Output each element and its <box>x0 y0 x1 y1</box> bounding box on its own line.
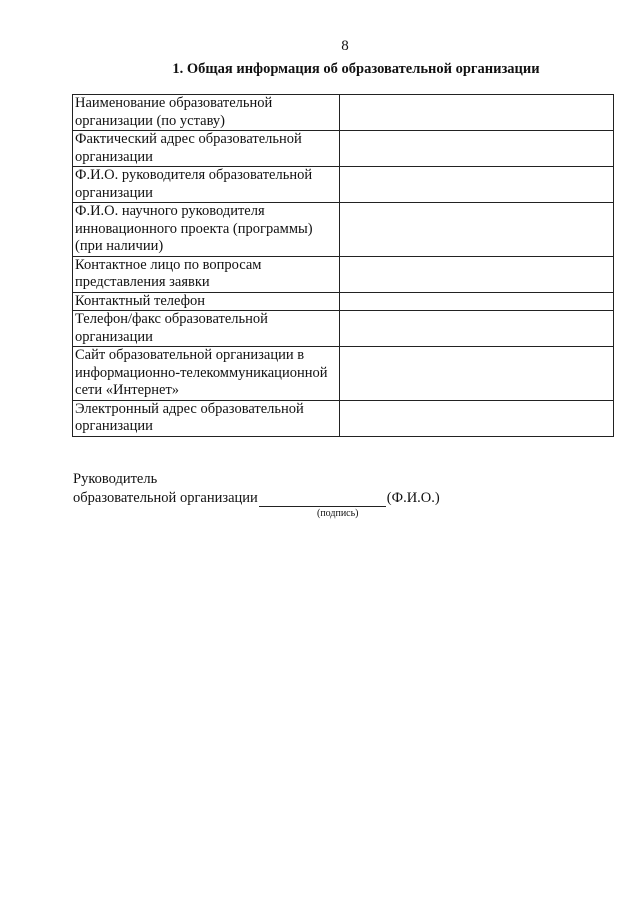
row-label-email: Электронный адрес образовательной организации <box>73 400 340 436</box>
row-value-phone[interactable] <box>340 292 614 311</box>
row-value-website[interactable] <box>340 347 614 401</box>
row-label-director: Ф.И.О. руководителя образовательной организации <box>73 167 340 203</box>
table-row <box>73 292 614 311</box>
row-value-name[interactable] <box>340 95 614 131</box>
row-label-scientific-lead: Ф.И.О. научного руководителя инновационного проекта (программы) (при наличии) <box>73 203 340 257</box>
section-title: 1. Общая информация об образовательной организации <box>172 61 540 77</box>
signature-fio-label: (Ф.И.О.) <box>386 489 440 506</box>
signature-line <box>73 489 440 508</box>
table-row <box>73 131 614 167</box>
table-row <box>73 347 614 401</box>
signature-block <box>73 470 440 519</box>
row-label-fax: Телефон/факс образовательной организации <box>73 311 340 347</box>
row-value-address[interactable] <box>340 131 614 167</box>
signature-org-label: образовательной организации <box>73 489 258 506</box>
row-value-email[interactable] <box>340 400 614 436</box>
table-row <box>73 311 614 347</box>
row-value-scientific-lead[interactable] <box>340 203 614 257</box>
table-row <box>73 95 614 131</box>
table-row <box>73 400 614 436</box>
row-value-contact-person[interactable] <box>340 256 614 292</box>
signature-caption: (подпись) <box>317 508 359 519</box>
row-value-director[interactable] <box>340 167 614 203</box>
row-label-contact-person: Контактное лицо по вопросам представления заявки <box>73 256 340 292</box>
row-label-website: Сайт образовательной организации в информационно-телекоммуникационной сети «Интернет» <box>73 347 340 401</box>
table-row <box>73 203 614 257</box>
table-row <box>73 256 614 292</box>
row-label-address: Фактический адрес образовательной организации <box>73 131 340 167</box>
page-number: 8 <box>341 38 349 54</box>
row-label-phone: Контактный телефон <box>73 292 340 311</box>
row-value-fax[interactable] <box>340 311 614 347</box>
signature-title: Руководитель <box>73 471 158 487</box>
info-table <box>72 94 614 437</box>
row-label-name: Наименование образовательной организации (по уставу) <box>73 95 340 131</box>
table-row <box>73 167 614 203</box>
